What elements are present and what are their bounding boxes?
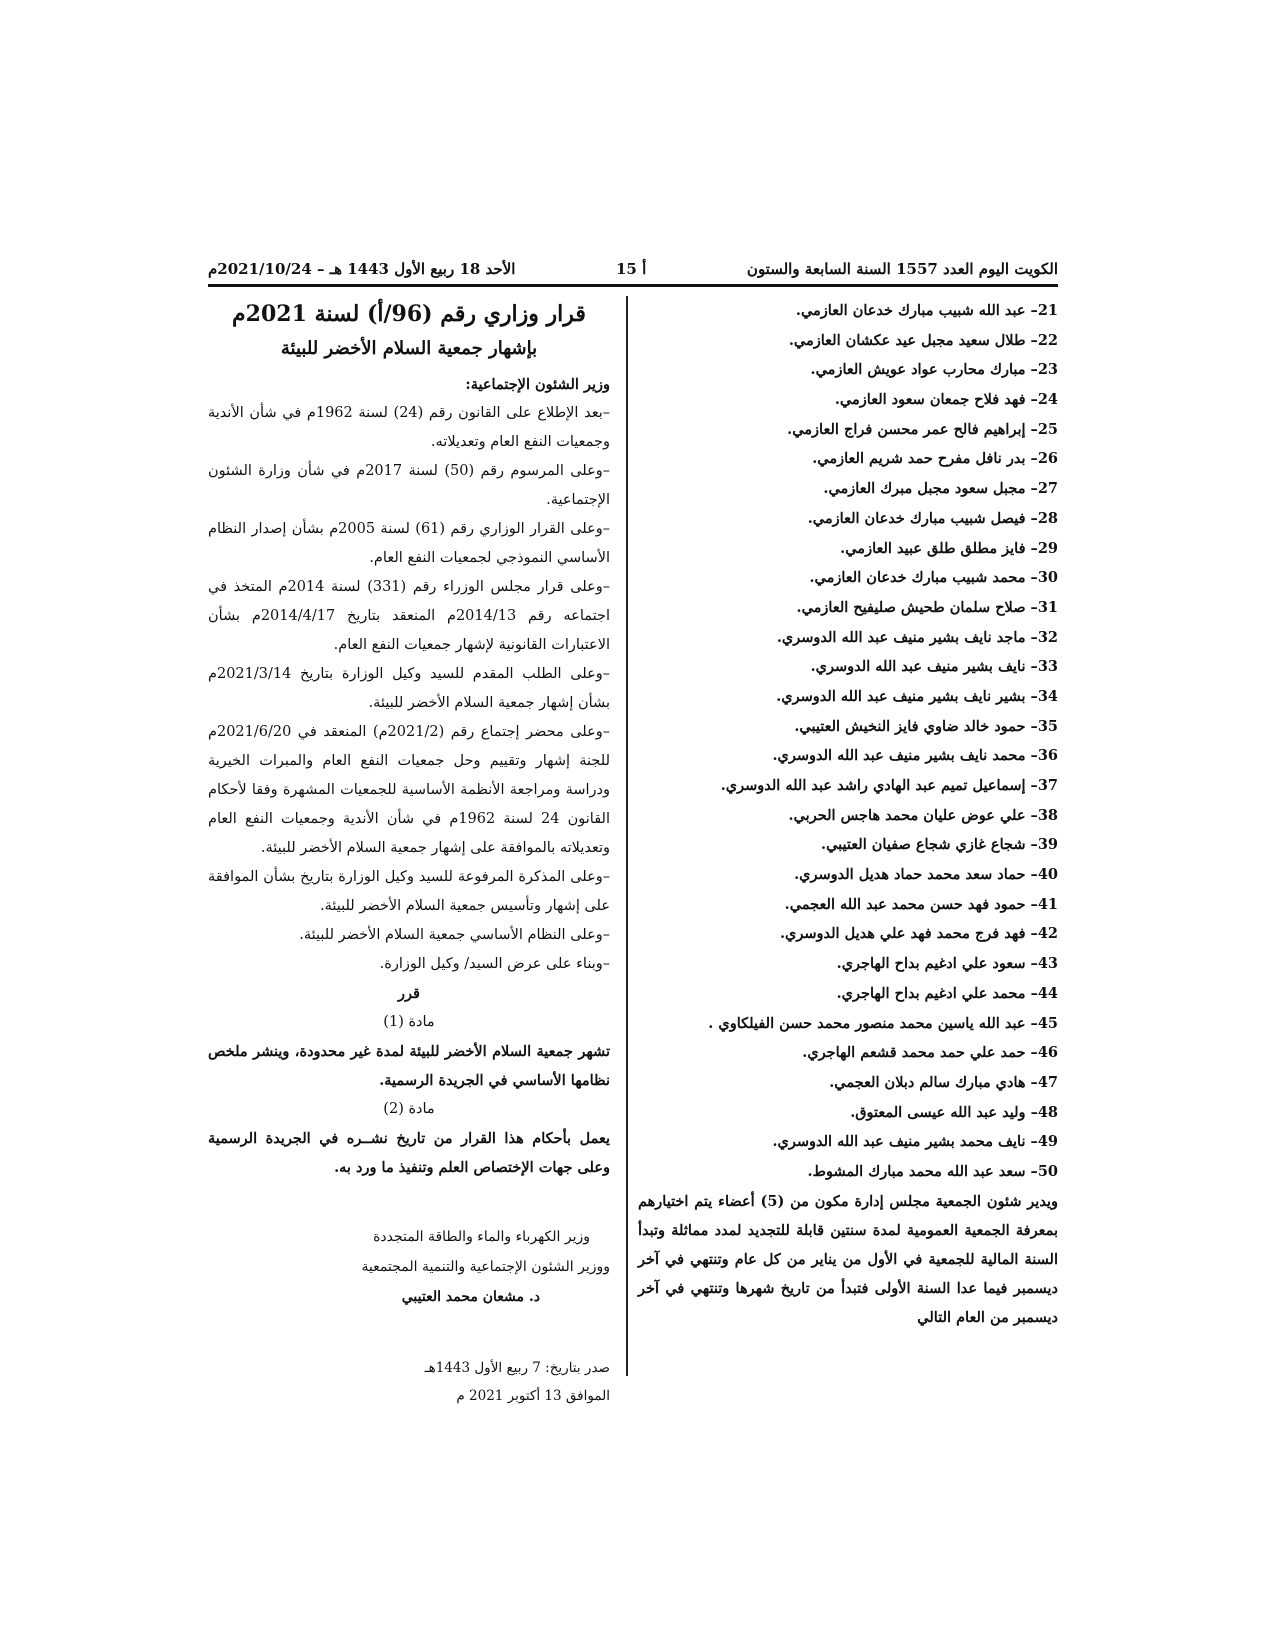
member-item: 21– عبد الله شبيب مبارك خدعان العازمي. [795,302,1058,319]
member-item: 46– حمد علي حمد محمد قشعم الهاجري. [802,1044,1058,1062]
header-page-number: أ 15 [616,260,647,278]
member-item: 27– مجبل سعود مجبل مبرك العازمي. [823,480,1058,498]
member-item: 25– إبراهيم فالح عمر محسن فراج العازمي. [787,420,1058,438]
recital-item: –وبناء على عرض السيد/ وكيل الوزارة. [379,956,610,972]
signature-name: د. مشعان محمد العتيبي [401,1289,540,1305]
page-header [208,256,1058,286]
recital-item: –وعلى المذكرة المرفوعة للسيد وكيل الوزارة بتاريخ بشأن الموافقة على إشهار وتأسيس جمعية السلام الأخضر للبيئة. [208,869,610,914]
member-item: 22– طلال سعيد مجبل عيد عكشان العازمي. [788,331,1058,349]
member-item: 28– فيصل شبيب مبارك خدعان العازمي. [807,509,1058,527]
member-item: 26– بدر نافل مفرح حمد شريم العازمي. [812,450,1058,468]
member-item: 39– شجاع غازي شجاع صفيان العتيبي. [821,836,1058,854]
decided-label: قرر [398,985,420,1002]
header-rule [208,284,1058,287]
signature-title-1: وزير الكهرباء والماء والطاقة المتجددة [373,1229,590,1245]
member-item: 43– سعود علي ادغيم بداح الهاجري. [836,955,1058,973]
recitals [208,399,610,979]
decree-title: قرار وزاري رقم (96/أ) لسنة 2021م [232,301,586,327]
article1-title: مادة (1) [383,1014,435,1030]
gazette-page [208,256,1058,1406]
member-item: 45– عبد الله ياسين محمد منصور محمد حسن الفيلكاوي . [708,1014,1058,1032]
member-item: 36– محمد نايف بشير منيف عبد الله الدوسري. [772,747,1058,765]
member-item: 41– حمود فهد حسن محمد عبد الله العجمي. [784,895,1058,913]
header-date: الأحد 18 ربيع الأول 1443 هـ – 2021/10/24م [208,260,516,278]
header-issue: الكويت اليوم العدد 1557 السنة السابعة والستون [746,260,1058,278]
recital-item: –وعلى القرار الوزاري رقم (61) لسنة 2005م بشأن إصدار النظام الأساسي النموذجي لجمعيات النفع العام. [208,521,610,566]
column-divider [626,296,628,1376]
member-item: 33– نايف بشير منيف عبد الله الدوسري. [810,658,1058,676]
board-paragraph: ويدير شئون الجمعية مجلس إدارة مكون من (5) أعضاء يتم اختيارهم بمعرفة الجمعية العمومية لمدة سنتين قابلة للتجديد لمدد مماثلة وتبدأ السنة المالية للجمعية في الأول من يناير من كل عام وتنتهي في آخر ديسمبر فيما عدا السنة الأولى فتبدأ من تاريخ شهرها وتنتهي في آخر ديسمبر من العام التالي [638,1192,1058,1326]
issue-date-block [208,1354,610,1410]
recital-item: –بعد الإطلاع على القانون رقم (24) لسنة 1962م في شأن الأندية وجمعيات النفع العام وتعديلاته. [208,405,610,450]
member-item: 23– مبارك محارب عواد عويش العازمي. [810,361,1058,379]
signature-block [208,1222,610,1312]
recital-item: –وعلى محضر إجتماع رقم (2021/2م) المنعقد في 2021/6/20م للجنة إشهار وتقييم وحل جمعيات النفع العام والمبرات الخيرية ودراسة ومراجعة الأنظمة الأساسية للجمعيات المشهرة وفقا لأحكام القانون 24 لسنة 1962م في شأن الأندية وجمعيات النفع العام وتعديلاته بالموافقة على إشهار جمعية السلام الأخضر للبيئة. [208,724,611,856]
article2-text: يعمل بأحكام هذا القرار من تاريخ نشــره في الجريدة الرسمية وعلى جهات الإختصاص العلم وتنفيذ ما ورد به. [208,1130,610,1176]
member-item: 48– وليد عبد الله عيسى المعتوق. [850,1103,1058,1121]
member-item: 35– حمود خالد ضاوي فايز النخيش العتيبي. [794,717,1058,735]
member-item: 29– فايز مطلق طلق عبيد العازمي. [840,539,1058,557]
member-item: 47– هادي مبارك سالم دبلان العجمي. [829,1073,1058,1091]
recital-item: –وعلى قرار مجلس الوزراء رقم (331) لسنة 2014م المتخذ في اجتماعه رقم 2014/13م المنعقد بتاريخ 2014/4/17م بشأن الاعتبارات القانونية لإشهار جمعيات النفع العام. [208,579,610,653]
member-item: 44– محمد علي ادغيم بداح الهاجري. [836,984,1058,1002]
member-item: 42– فهد فرج محمد فهد علي هديل الدوسري. [779,925,1058,943]
members-list [638,296,1058,1187]
decree-column [208,296,610,1410]
member-item: 24– فهد فلاح جمعان سعود العازمي. [834,391,1058,409]
member-item: 31– صلاح سلمان طحيش صليفيح العازمي. [796,598,1058,616]
member-item: 32– ماجد نايف بشير منيف عبد الله الدوسري. [776,628,1058,646]
recital-item: –وعلى النظام الأساسي جمعية السلام الأخضر للبيئة. [299,927,610,943]
recital-item: –وعلى الطلب المقدم للسيد وكيل الوزارة بتاريخ 2021/3/14م بشأن إشهار جمعية السلام الأخضر للبيئة. [208,666,610,711]
members-column [638,296,1058,1332]
decree-authority: وزير الشئون الإجتماعية: [465,376,610,393]
recital-item: –وعلى المرسوم رقم (50) لسنة 2017م في شأن وزارة الشئون الإجتماعية. [208,463,610,508]
issue-date-hijri: صدر بتاريخ: 7 ربيع الأول 1443هـ [424,1360,610,1376]
article2-title: مادة (2) [383,1101,435,1117]
decree-subtitle: بإشهار جمعية السلام الأخضر للبيئة [280,338,538,359]
member-item: 50– سعد عبد الله محمد مبارك المشوط. [807,1162,1058,1180]
member-item: 30– محمد شبيب مبارك خدعان العازمي. [809,569,1058,587]
member-item: 40– حماد سعد محمد حماد هديل الدوسري. [794,866,1058,884]
member-item: 34– بشير نايف بشير منيف عبد الله الدوسري. [776,687,1058,705]
signature-title-2: ووزير الشئون الإجتماعية والتنمية المجتمعية [361,1259,610,1275]
issue-date-gregorian: الموافق 13 أكتوبر 2021 م [456,1388,610,1404]
member-item: 49– نايف محمد بشير منيف عبد الله الدوسري. [772,1133,1058,1151]
article1-text: تشهر جمعية السلام الأخضر للبيئة لمدة غير محدودة، وينشر ملخص نظامها الأساسي في الجريدة الرسمية. [208,1043,610,1089]
member-item: 37– إسماعيل تميم عبد الهادي راشد عبد الله الدوسري. [720,777,1058,794]
member-item: 38– علي عوض عليان محمد هاجس الحربي. [788,806,1058,824]
